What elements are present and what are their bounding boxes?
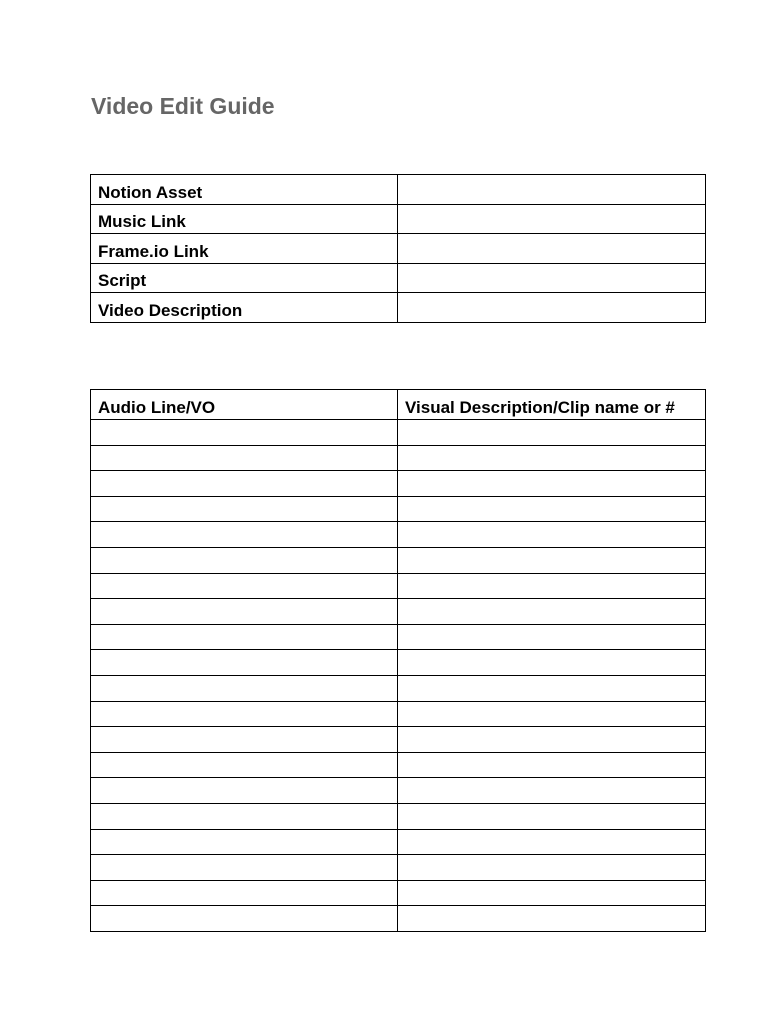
table-row <box>91 752 706 778</box>
audio-line-cell[interactable] <box>91 906 398 932</box>
table-row <box>91 522 706 548</box>
asset-value-video-description[interactable] <box>398 293 706 323</box>
table-row <box>91 175 706 205</box>
table-row <box>91 778 706 804</box>
asset-label-script: Script <box>91 263 398 293</box>
table-row <box>91 496 706 522</box>
table-row <box>91 880 706 906</box>
table-row <box>91 855 706 881</box>
asset-value-frameio[interactable] <box>398 234 706 264</box>
visual-description-cell[interactable] <box>398 880 706 906</box>
visual-description-cell[interactable] <box>398 752 706 778</box>
audio-line-cell[interactable] <box>91 573 398 599</box>
audio-line-cell[interactable] <box>91 650 398 676</box>
audio-line-cell[interactable] <box>91 547 398 573</box>
table-row <box>91 293 706 323</box>
visual-description-cell[interactable] <box>398 906 706 932</box>
table-row <box>91 829 706 855</box>
visual-description-cell[interactable] <box>398 829 706 855</box>
audio-line-cell[interactable] <box>91 624 398 650</box>
audio-line-cell[interactable] <box>91 829 398 855</box>
asset-label-notion: Notion Asset <box>91 175 398 205</box>
audio-line-cell[interactable] <box>91 599 398 625</box>
audio-line-cell[interactable] <box>91 752 398 778</box>
audio-line-cell[interactable] <box>91 803 398 829</box>
audio-line-cell[interactable] <box>91 701 398 727</box>
audio-line-cell[interactable] <box>91 727 398 753</box>
table-row <box>91 445 706 471</box>
asset-value-script[interactable] <box>398 263 706 293</box>
table-row <box>91 204 706 234</box>
audio-line-cell[interactable] <box>91 778 398 804</box>
audio-line-cell[interactable] <box>91 496 398 522</box>
asset-value-notion[interactable] <box>398 175 706 205</box>
visual-description-cell[interactable] <box>398 445 706 471</box>
table-header-row <box>91 390 706 420</box>
table-row <box>91 906 706 932</box>
visual-description-cell[interactable] <box>398 727 706 753</box>
table-row <box>91 573 706 599</box>
asset-links-table <box>90 174 706 323</box>
visual-description-cell[interactable] <box>398 675 706 701</box>
edit-guide-table <box>90 389 706 932</box>
visual-description-cell[interactable] <box>398 701 706 727</box>
table-row <box>91 701 706 727</box>
table-row <box>91 547 706 573</box>
table-row <box>91 624 706 650</box>
asset-label-video-description: Video Description <box>91 293 398 323</box>
audio-line-cell[interactable] <box>91 420 398 446</box>
table-row <box>91 234 706 264</box>
visual-description-cell[interactable] <box>398 855 706 881</box>
table-row <box>91 803 706 829</box>
audio-line-cell[interactable] <box>91 880 398 906</box>
visual-description-cell[interactable] <box>398 624 706 650</box>
table-row <box>91 650 706 676</box>
visual-description-cell[interactable] <box>398 650 706 676</box>
asset-value-music[interactable] <box>398 204 706 234</box>
audio-line-cell[interactable] <box>91 471 398 497</box>
visual-description-cell[interactable] <box>398 522 706 548</box>
table-row <box>91 599 706 625</box>
document-title: Video Edit Guide <box>91 93 275 119</box>
audio-line-cell[interactable] <box>91 445 398 471</box>
visual-description-cell[interactable] <box>398 420 706 446</box>
visual-description-cell[interactable] <box>398 599 706 625</box>
header-audio-line: Audio Line/VO <box>91 390 398 420</box>
audio-line-cell[interactable] <box>91 522 398 548</box>
header-visual-description: Visual Description/Clip name or # <box>398 390 706 420</box>
audio-line-cell[interactable] <box>91 855 398 881</box>
visual-description-cell[interactable] <box>398 573 706 599</box>
asset-label-music: Music Link <box>91 204 398 234</box>
table-row <box>91 727 706 753</box>
table-row <box>91 263 706 293</box>
table-row <box>91 420 706 446</box>
visual-description-cell[interactable] <box>398 471 706 497</box>
table-row <box>91 471 706 497</box>
visual-description-cell[interactable] <box>398 803 706 829</box>
table-row <box>91 675 706 701</box>
asset-label-frameio: Frame.io Link <box>91 234 398 264</box>
audio-line-cell[interactable] <box>91 675 398 701</box>
visual-description-cell[interactable] <box>398 547 706 573</box>
visual-description-cell[interactable] <box>398 496 706 522</box>
visual-description-cell[interactable] <box>398 778 706 804</box>
